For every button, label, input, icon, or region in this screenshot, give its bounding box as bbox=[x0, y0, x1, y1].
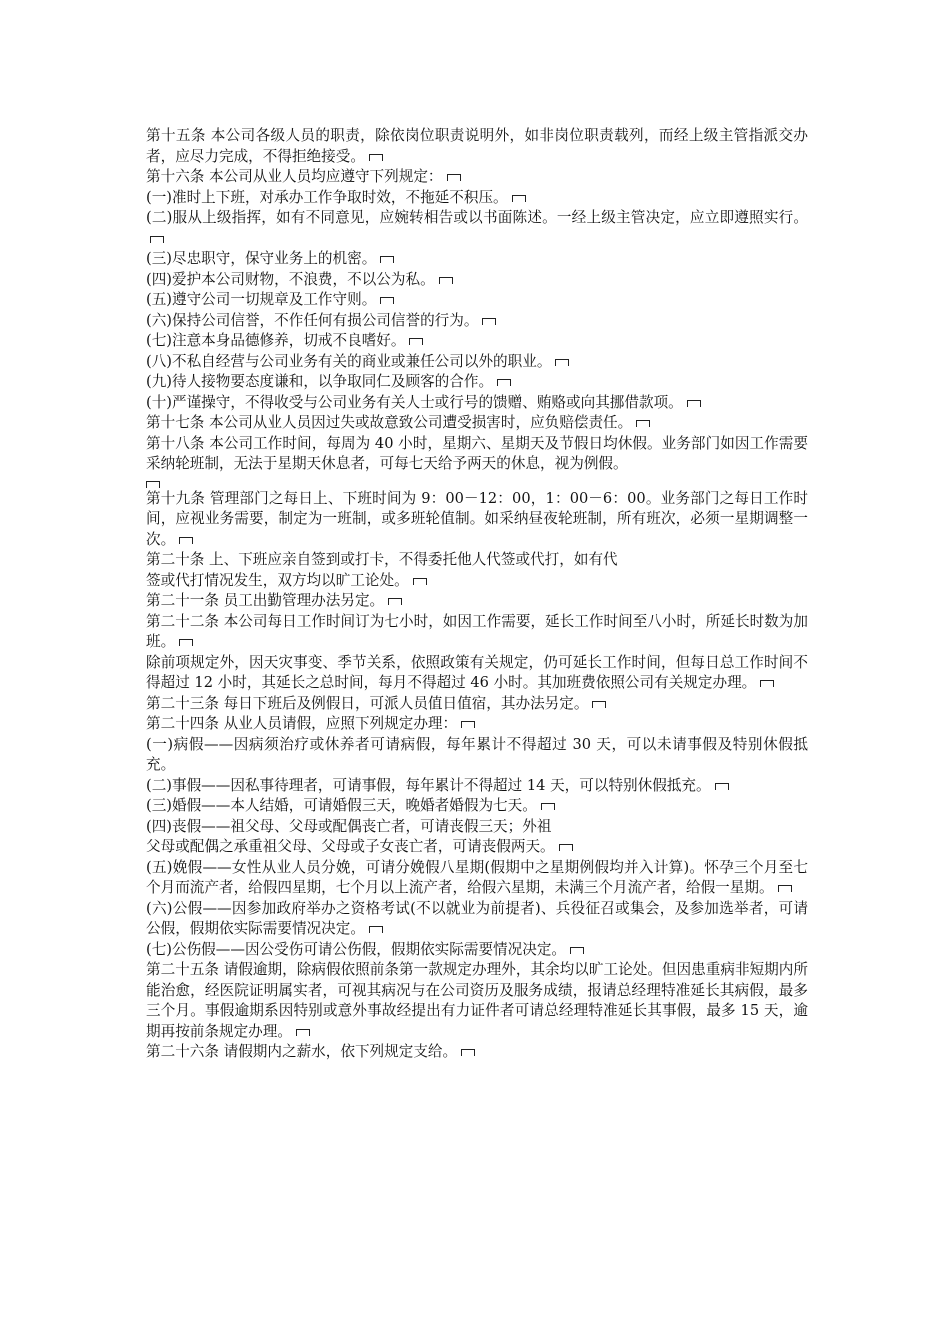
paragraph-mark-icon bbox=[541, 802, 554, 811]
paragraph-text: 第十九条 管理部门之每日上、下班时间为 9：00－12：00，1：00－6：00。业务部门之每日工作时间，应视业务需要，制定为一班制，或多班轮值制。如采纳昼夜轮班制，所有班次，必须一星期调整一次。 bbox=[146, 489, 808, 548]
paragraph-text: 第二十五条 请假逾期，除病假依照前条第一款规定办理外，其余均以旷工论处。但因患重病非短期内所能治愈，经医院证明属实者，可视其病况与在公司资历及服务成绩，报请总经理特准延长其病假，最多三个月。事假逾期系因特别或意外事故经提出有力证件者可请总经理特准延长其事假，最多 15 天，逾期再按前条规定办理。 bbox=[146, 961, 808, 1040]
paragraph-text: (七)公伤假——因公受伤可请公伤假，假期依实际需要情况决定。 bbox=[146, 940, 567, 958]
paragraph-mark-icon bbox=[380, 255, 393, 264]
paragraph-text: (九)待人接物要态度谦和，以争取同仁及顾客的合作。 bbox=[146, 373, 494, 390]
paragraph-mark-icon bbox=[150, 235, 163, 244]
list-item bbox=[146, 393, 808, 414]
paragraph-text: 第二十三条 每日下班后及例假日，可派人员值日值宿，其办法另定。 bbox=[146, 694, 589, 712]
paragraph-text: 第十八条 本公司工作时间，每周为 40 小时，星期六、星期天及节假日均休假。业务部门如因工作需要采纳轮班制，无法于星期天休息者，可每七天给予两天的休息，视为例假。 bbox=[146, 434, 808, 472]
paragraph-mark-icon bbox=[296, 1028, 309, 1037]
paragraph-mark-icon bbox=[447, 173, 460, 182]
article-18 bbox=[146, 434, 808, 489]
paragraph-text: 第十七条 本公司从业人员因过失或故意致公司遭受损害时，应负赔偿责任。 bbox=[146, 414, 633, 431]
paragraph-mark-icon bbox=[636, 419, 649, 428]
paragraph-text: 第二十六条 请假期内之薪水，依下列规定支给。 bbox=[146, 1043, 458, 1060]
list-item bbox=[146, 899, 808, 940]
paragraph-mark-icon bbox=[461, 1048, 474, 1057]
document-body bbox=[146, 126, 808, 1063]
paragraph-mark-icon bbox=[439, 276, 452, 285]
paragraph-mark-icon bbox=[687, 399, 700, 408]
article-22 bbox=[146, 612, 808, 653]
paragraph-mark-icon bbox=[570, 946, 583, 955]
paragraph-text: 第二十一条 员工出勤管理办法另定。 bbox=[146, 592, 385, 609]
paragraph-mark-icon bbox=[555, 358, 568, 367]
list-item bbox=[146, 372, 808, 393]
paragraph-mark-icon bbox=[146, 475, 159, 489]
paragraph-mark-icon bbox=[380, 296, 393, 305]
list-item bbox=[146, 817, 808, 838]
paragraph-mark-icon bbox=[179, 638, 192, 647]
paragraph-text: (八)不私自经营与公司业务有关的商业或兼任公司以外的职业。 bbox=[146, 352, 552, 370]
paragraph-text: (二)事假——因私事待理者，可请事假，每年累计不得超过 14 天，可以特别休假抵充。 bbox=[146, 776, 711, 794]
paragraph-mark-icon bbox=[369, 925, 382, 934]
list-item bbox=[146, 311, 808, 332]
list-item bbox=[146, 837, 808, 858]
paragraph-mark-icon bbox=[409, 337, 422, 346]
article-16 bbox=[146, 167, 808, 188]
paragraph-mark-icon bbox=[512, 194, 525, 203]
paragraph-text: (三)尽忠职守，保守业务上的机密。 bbox=[146, 250, 377, 267]
paragraph-mark-icon bbox=[559, 843, 572, 852]
paragraph-text: 第二十四条 从业人员请假，应照下列规定办理： bbox=[146, 715, 458, 732]
paragraph-text: 第十六条 本公司从业人员均应遵守下列规定： bbox=[146, 168, 443, 185]
paragraph-text: (六)公假——因参加政府举办之资格考试(不以就业为前提者)、兵役征召或集会，及参加选举者，可请公假，假期依实际需要情况决定。 bbox=[146, 899, 808, 937]
article-19 bbox=[146, 489, 808, 551]
paragraph-text: (四)丧假——祖父母、父母或配偶丧亡者，可请丧假三天；外祖 bbox=[146, 817, 552, 835]
paragraph-text: (十)严谨操守，不得收受与公司业务有关人士或行号的馈赠、贿赂或向其挪借款项。 bbox=[146, 393, 683, 411]
article-24 bbox=[146, 714, 808, 735]
article-20-line-2 bbox=[146, 571, 808, 592]
paragraph-text: (六)保持公司信誉，不作任何有损公司信誉的行为。 bbox=[146, 311, 479, 329]
paragraph-mark-icon bbox=[778, 884, 791, 893]
article-21 bbox=[146, 591, 808, 612]
paragraph-text: (七)注意本身品德修养，切戒不良嗜好。 bbox=[146, 332, 406, 349]
paragraph-mark-icon bbox=[482, 317, 495, 326]
paragraph-mark-icon bbox=[179, 536, 192, 545]
paragraph-text: 第十五条 本公司各级人员的职责，除依岗位职责说明外，如非岗位职责载列，而经上级主管指派交办者，应尽力完成，不得拒绝接受。 bbox=[146, 127, 808, 165]
paragraph-text: (一)准时上下班，对承办工作争取时效，不拖延不积压。 bbox=[146, 188, 508, 206]
list-item bbox=[146, 188, 808, 209]
article-17 bbox=[146, 413, 808, 434]
paragraph-text: 第二十二条 本公司每日工作时间订为七小时，如因工作需要，延长工作时间至八小时，所延长时数为加班。 bbox=[146, 612, 808, 650]
list-item bbox=[146, 352, 808, 373]
paragraph-mark-icon bbox=[497, 378, 510, 387]
paragraph-mark-icon bbox=[388, 597, 401, 606]
paragraph-text: (五)娩假——女性从业人员分娩，可请分娩假八星期(假期中之星期例假均并入计算)。怀孕三个月至七个月而流产者，给假四星期，七个月以上流产者，给假六星期，未满三个月流产者，给假一星期。 bbox=[146, 858, 808, 896]
paragraph-text: 签或代打情况发生，双方均以旷工论处。 bbox=[146, 571, 409, 589]
paragraph-text: (一)病假——因病须治疗或休养者可请病假，每年累计不得超过 30 天，可以未请事假及特别休假抵充。 bbox=[146, 735, 808, 773]
paragraph-text: (五)遵守公司一切规章及工作守则。 bbox=[146, 291, 377, 308]
list-item bbox=[146, 249, 808, 270]
list-item bbox=[146, 776, 808, 797]
list-item bbox=[146, 331, 808, 352]
article-22-extra bbox=[146, 653, 808, 694]
list-item bbox=[146, 208, 808, 249]
paragraph-text: 父母或配偶之承重祖父母、父母或子女丧亡者，可请丧假两天。 bbox=[146, 838, 555, 855]
list-item bbox=[146, 735, 808, 776]
list-item bbox=[146, 270, 808, 291]
list-item bbox=[146, 858, 808, 899]
article-26 bbox=[146, 1042, 808, 1063]
paragraph-mark-icon bbox=[413, 577, 426, 586]
article-23 bbox=[146, 694, 808, 715]
paragraph-mark-icon bbox=[592, 700, 605, 709]
paragraph-text: (三)婚假——本人结婚，可请婚假三天，晚婚者婚假为七天。 bbox=[146, 797, 537, 814]
article-25 bbox=[146, 960, 808, 1042]
list-item bbox=[146, 940, 808, 961]
paragraph-text: 第二十条 上、下班应亲自签到或打卡，不得委托他人代签或代打，如有代 bbox=[146, 551, 618, 568]
paragraph-text: (四)爱护本公司财物，不浪费，不以公为私。 bbox=[146, 270, 435, 288]
article-20-line-1 bbox=[146, 550, 808, 571]
paragraph-mark-icon bbox=[369, 153, 382, 162]
paragraph-mark-icon bbox=[715, 782, 728, 791]
paragraph-text: 除前项规定外，因天灾事变、季节关系，依照政策有关规定，仍可延长工作时间，但每日总工作时间不得超过 12 小时，其延长之总时间，每月不得超过 46 小时。其加班费依照公司有关规定办理。 bbox=[146, 653, 808, 691]
paragraph-text: (二)服从上级指挥，如有不同意见，应婉转相告或以书面陈述。一经上级主管决定，应立即遵照实行。 bbox=[146, 209, 808, 226]
paragraph-mark-icon bbox=[760, 679, 773, 688]
list-item bbox=[146, 290, 808, 311]
article-15 bbox=[146, 126, 808, 167]
paragraph-mark-icon bbox=[461, 720, 474, 729]
list-item bbox=[146, 796, 808, 817]
